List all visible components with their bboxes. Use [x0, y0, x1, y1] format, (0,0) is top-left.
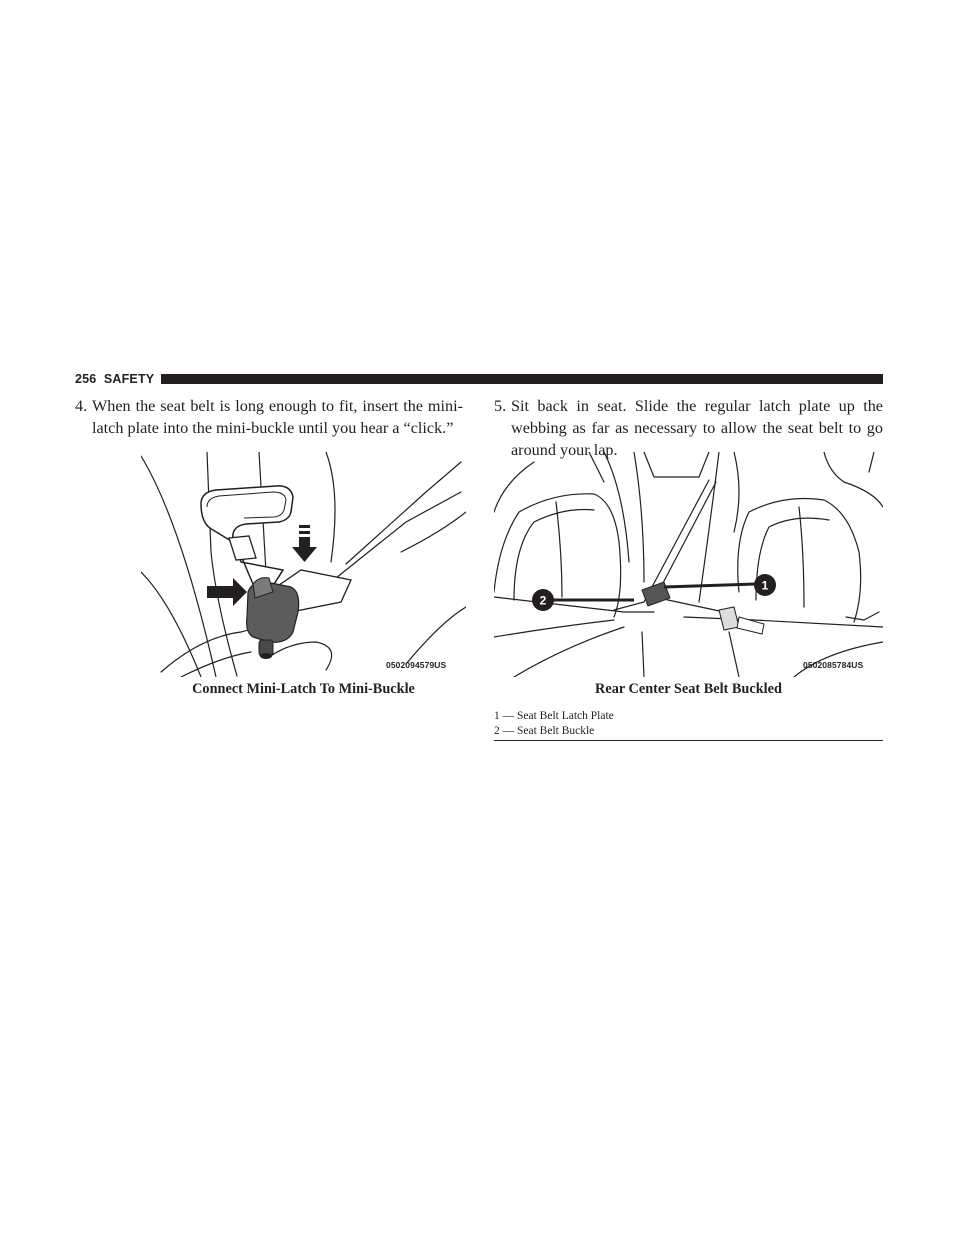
callout-1-label: 1 [761, 578, 769, 593]
step-4-number: 4. [75, 397, 88, 415]
legend-item-2: 2 — Seat Belt Buckle [494, 725, 595, 737]
figure-2-legend [494, 709, 614, 739]
legend-item-1: 1 — Seat Belt Latch Plate [494, 710, 614, 722]
down-arrow-icon [292, 525, 317, 562]
figure-1-caption: Connect Mini-Latch To Mini-Buckle [192, 681, 415, 697]
step-4-text: When the seat belt is long enough to fit, insert the mini-latch plate into the mini-buckle until you hear a “click.” [92, 397, 463, 437]
rear-seat-illustration [494, 452, 883, 677]
step-5-text: Sit back in seat. Slide the regular latch plate up the webbing as far as necessary to allow the seat belt to go around your lap. [511, 397, 883, 459]
mini-latch-illustration [141, 452, 466, 677]
page-header [75, 372, 883, 386]
page-number: 256 SAFETY [75, 372, 155, 386]
section-title: SAFETY [103, 372, 155, 386]
callout-2-label: 2 [539, 593, 547, 608]
legend-rule [494, 740, 883, 741]
figure-2-caption: Rear Center Seat Belt Buckled [595, 681, 782, 697]
header-rule [161, 374, 883, 384]
step-4 [75, 395, 463, 439]
step-5-number: 5. [494, 397, 507, 415]
figure-1-image-code: 0502094579US [386, 660, 447, 670]
figure-2-image-code: 0502085784US [803, 660, 864, 670]
push-arrow-icon [207, 578, 247, 606]
